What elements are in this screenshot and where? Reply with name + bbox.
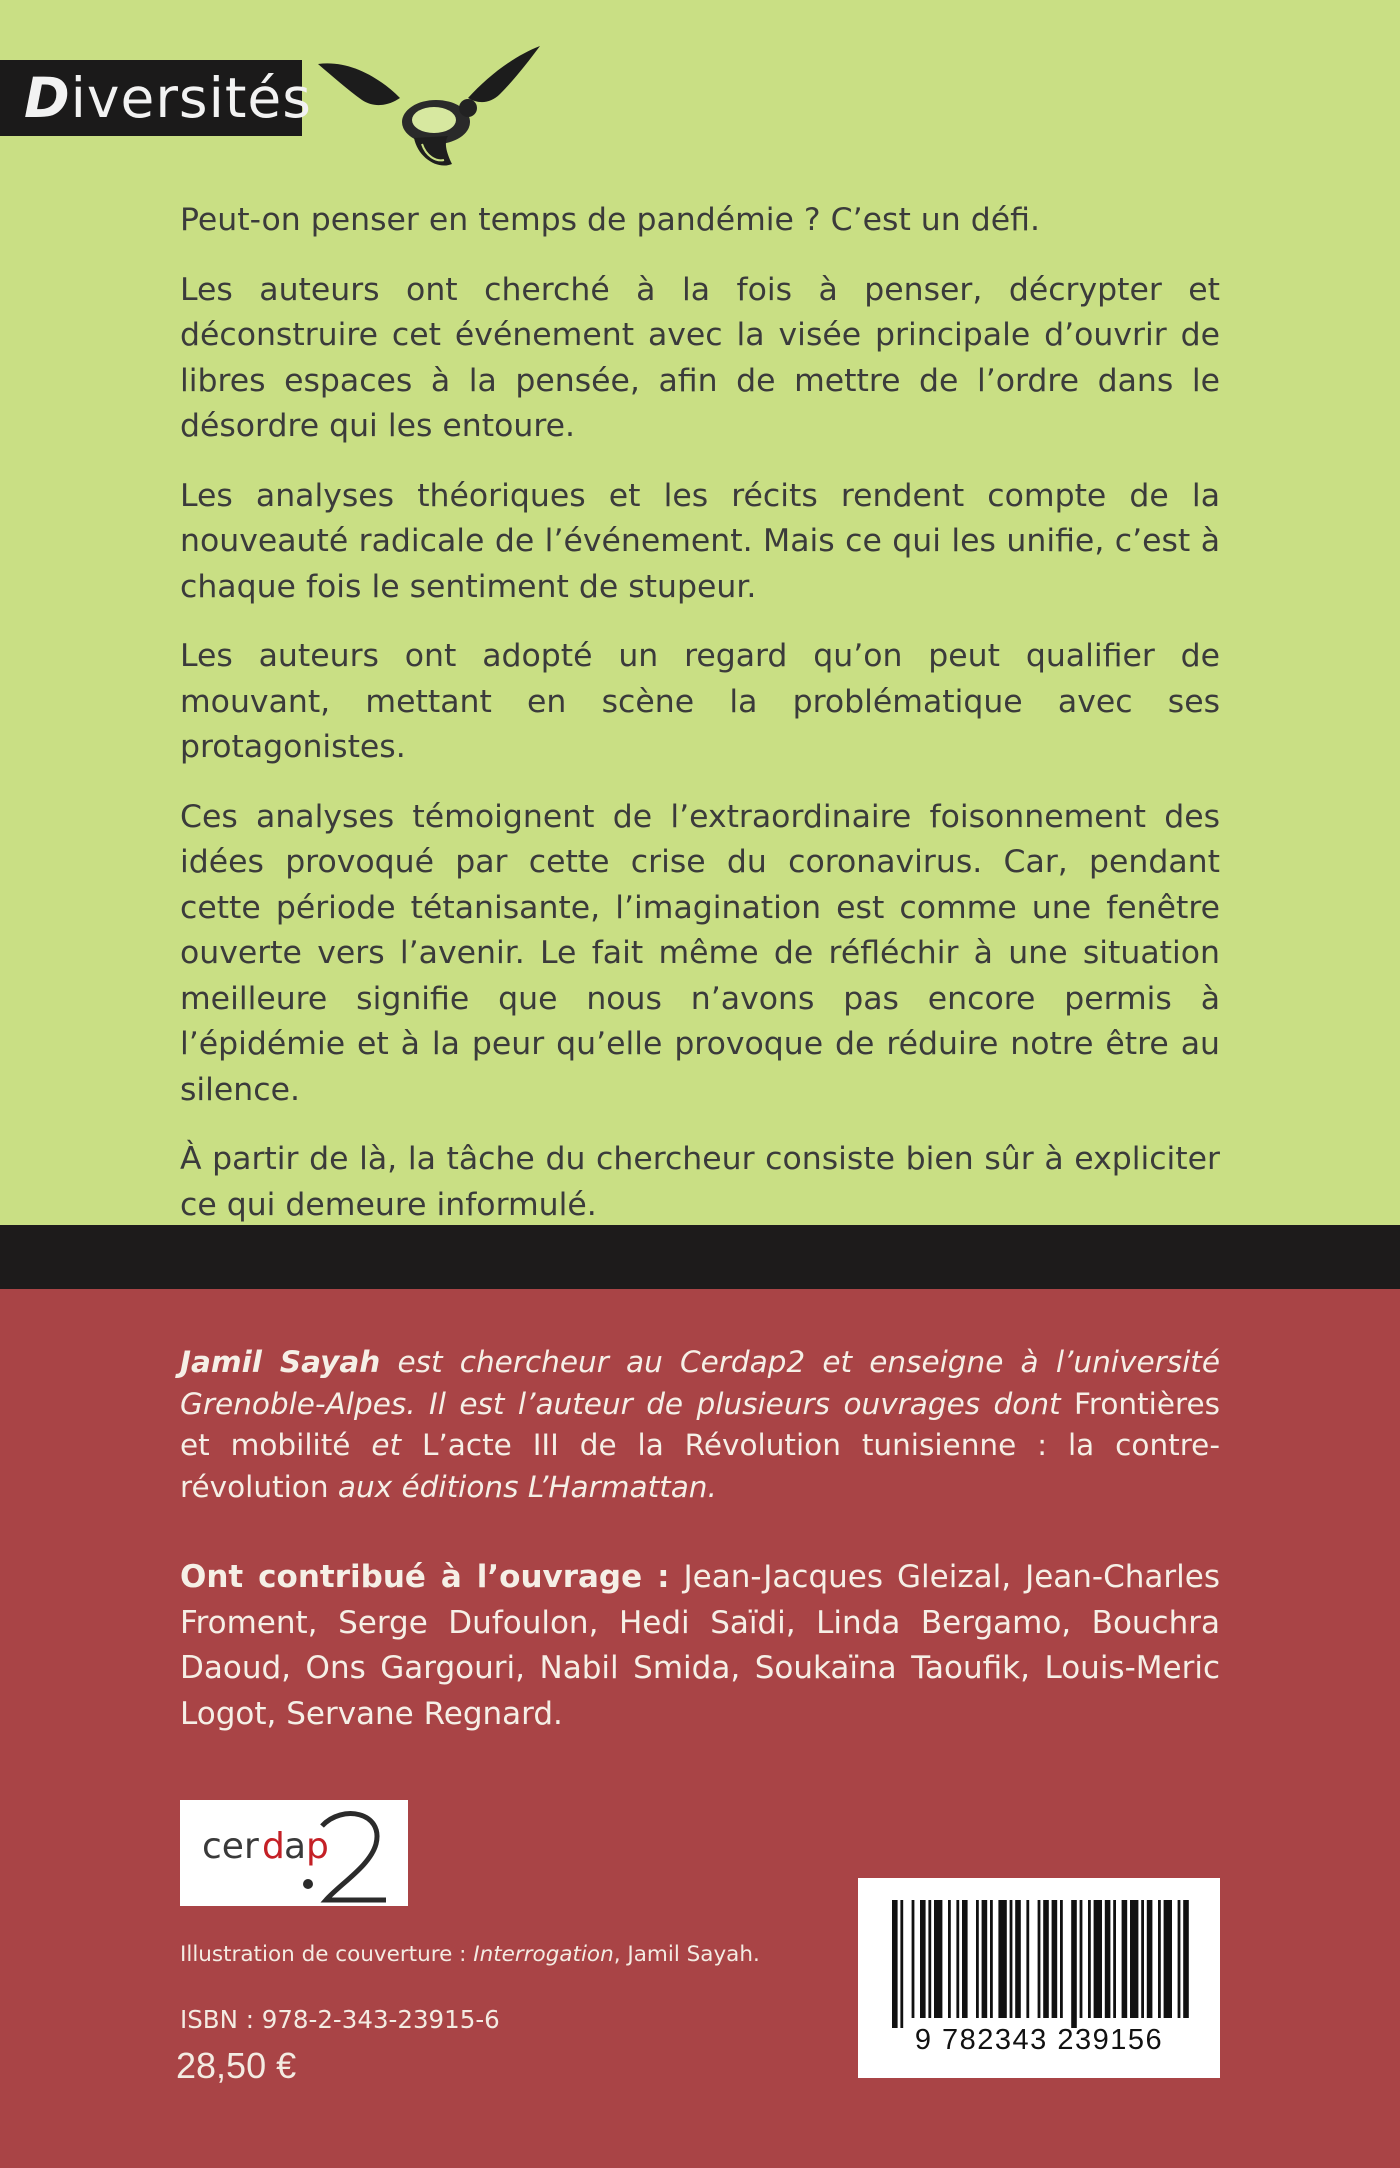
blurb-paragraph: Ces analyses témoignent de l’extraordinaire foisonnement des idées provoqué par cette crise du coronavirus. Car, pendant cette période tétanisante, l’imagination est comme une fenêtre ouverte vers l’avenir. Le fait même de réfléchir à une situation meilleure signifie que nous n’avons pas encore permis à l’épidémie et à la peur qu’elle provoque de réduire notre être au silence. bbox=[180, 798, 1220, 1108]
barcode-bar bbox=[1088, 1900, 1091, 2018]
barcode-bar bbox=[1147, 1900, 1153, 2018]
logo-letters-cer: cer bbox=[202, 1826, 259, 1867]
barcode-bar bbox=[1158, 1900, 1161, 2018]
blurb-paragraph: Les auteurs ont cherché à la fois à penser, décrypter et déconstruire cet événement avec la visée principale d’ouvrir de libres espaces à la pensée, afin de mettre de l’ordre dans le désordre qui les entoure. bbox=[180, 271, 1220, 444]
barcode-bar bbox=[1105, 1900, 1111, 2018]
barcode-bar bbox=[948, 1900, 951, 2018]
dove-logo-icon bbox=[318, 46, 540, 174]
blurb-paragraph: Les analyses théoriques et les récits rendent compte de la nouveauté radicale de l’événement. Mais ce qui les unifie, c’est à chaque fois le sentiment de stupeur. bbox=[180, 477, 1220, 605]
barcode-bar bbox=[934, 1900, 942, 2018]
barcode-bar bbox=[998, 1900, 1006, 2018]
contributors-label: Ont contribué à l’ouvrage : bbox=[180, 1559, 670, 1595]
contributors bbox=[180, 1555, 1220, 1737]
bio-text: aux éditions L’Harmattan. bbox=[328, 1469, 717, 1504]
barcode-bar bbox=[1038, 1900, 1041, 2018]
barcode-digits: 9 782343 239156 bbox=[914, 2024, 1164, 2056]
credit-title: Interrogation bbox=[473, 1942, 614, 1967]
blurb-paragraph: Les auteurs ont adopté un regard qu’on peut qualifier de mouvant, mettant en scène la problématique avec ses protagonistes. bbox=[180, 638, 1220, 765]
barcode-bar bbox=[1071, 1900, 1077, 2028]
cover-illustration-credit bbox=[180, 1942, 760, 1967]
back-cover-blurb bbox=[180, 198, 1220, 1252]
blurb-paragraph: Peut-on penser en temps de pandémie ? C’est un défi. bbox=[180, 202, 1040, 238]
book-title: Frontières et mobilité bbox=[180, 1386, 1220, 1462]
logo-pin-dot bbox=[303, 1879, 313, 1889]
blurb-paragraph: À partir de là, la tâche du chercheur consiste bien sûr à expliciter ce qui demeure informulé. bbox=[180, 1141, 1220, 1223]
dove-body-highlight bbox=[412, 107, 456, 133]
dove-right-wing bbox=[468, 46, 540, 102]
barcode-bar bbox=[1060, 1900, 1063, 2018]
black-divider-band bbox=[0, 1225, 1400, 1289]
credit-prefix: Illustration de couverture : bbox=[180, 1942, 474, 1967]
author-name: Jamil Sayah bbox=[180, 1345, 381, 1379]
barcode-bar bbox=[1130, 1900, 1138, 2018]
barcode-bar bbox=[1043, 1900, 1049, 2018]
barcode-bar bbox=[900, 1900, 903, 2028]
cerdap-logo bbox=[180, 1800, 408, 1906]
barcode-bar bbox=[1183, 1900, 1189, 2018]
barcode-bar bbox=[982, 1900, 988, 2018]
barcode-bar bbox=[892, 1900, 898, 2028]
barcode-bar bbox=[1113, 1900, 1116, 2018]
bio-text: et bbox=[350, 1428, 422, 1462]
barcode-bar bbox=[962, 1900, 968, 2018]
price: 28,50 € bbox=[176, 2045, 297, 2086]
isbn: ISBN : 978-2-343-23915-6 bbox=[180, 2005, 500, 2034]
barcode-bar bbox=[1094, 1900, 1102, 2018]
dove-head bbox=[459, 99, 477, 117]
barcode-bar bbox=[976, 1900, 979, 2018]
barcode-bar bbox=[1015, 1900, 1021, 2018]
barcode-bar bbox=[1080, 1900, 1083, 2018]
contributors-names: Jean-Jacques Gleizal, Jean-Charles Froment, Serge Dufoulon, Hedi Saïdi, Linda Bergamo, Bouchra Daoud, Ons Gargouri, Nabil Smida, Soukaïna Taoufik, Louis-Meric Logot, Servane Regnard. bbox=[180, 1559, 1220, 1732]
logo-letter-d: d bbox=[262, 1826, 285, 1867]
logo-letter-p: p bbox=[306, 1826, 329, 1867]
series-label bbox=[0, 60, 312, 136]
barcode-bar bbox=[1122, 1900, 1128, 2018]
barcode-bar bbox=[1164, 1900, 1172, 2018]
barcode bbox=[858, 1878, 1220, 2078]
barcode-bar bbox=[1052, 1900, 1058, 2018]
barcode-bar bbox=[956, 1900, 959, 2018]
bio-text: est chercheur au Cerdap2 et enseigne à l’université Grenoble-Alpes. Il est l’auteur de plusieurs ouvrages dont bbox=[180, 1345, 1220, 1421]
logo-numeral-2 bbox=[322, 1814, 386, 1900]
barcode-bar bbox=[1026, 1900, 1029, 2018]
barcode-bar bbox=[1010, 1900, 1013, 2018]
logo-letters-ap: a bbox=[284, 1826, 307, 1867]
barcode-bar bbox=[920, 1900, 926, 2018]
barcode-bar bbox=[912, 1900, 915, 2018]
author-bio bbox=[180, 1342, 1220, 1508]
cerdap-logo-graphic bbox=[180, 1800, 408, 1906]
credit-suffix: , Jamil Sayah. bbox=[613, 1942, 760, 1967]
series-label-initial: D bbox=[24, 66, 71, 130]
barcode-bar bbox=[990, 1900, 993, 2018]
series-label-rest: iversités bbox=[70, 66, 312, 130]
dove-left-wing bbox=[318, 63, 400, 105]
barcode-bar bbox=[1178, 1900, 1181, 2018]
barcode-bar bbox=[928, 1900, 931, 2018]
book-title: L’acte III de la Révolution tunisienne : la contre-révolution bbox=[180, 1428, 1220, 1504]
barcode-bar bbox=[1141, 1900, 1144, 2018]
